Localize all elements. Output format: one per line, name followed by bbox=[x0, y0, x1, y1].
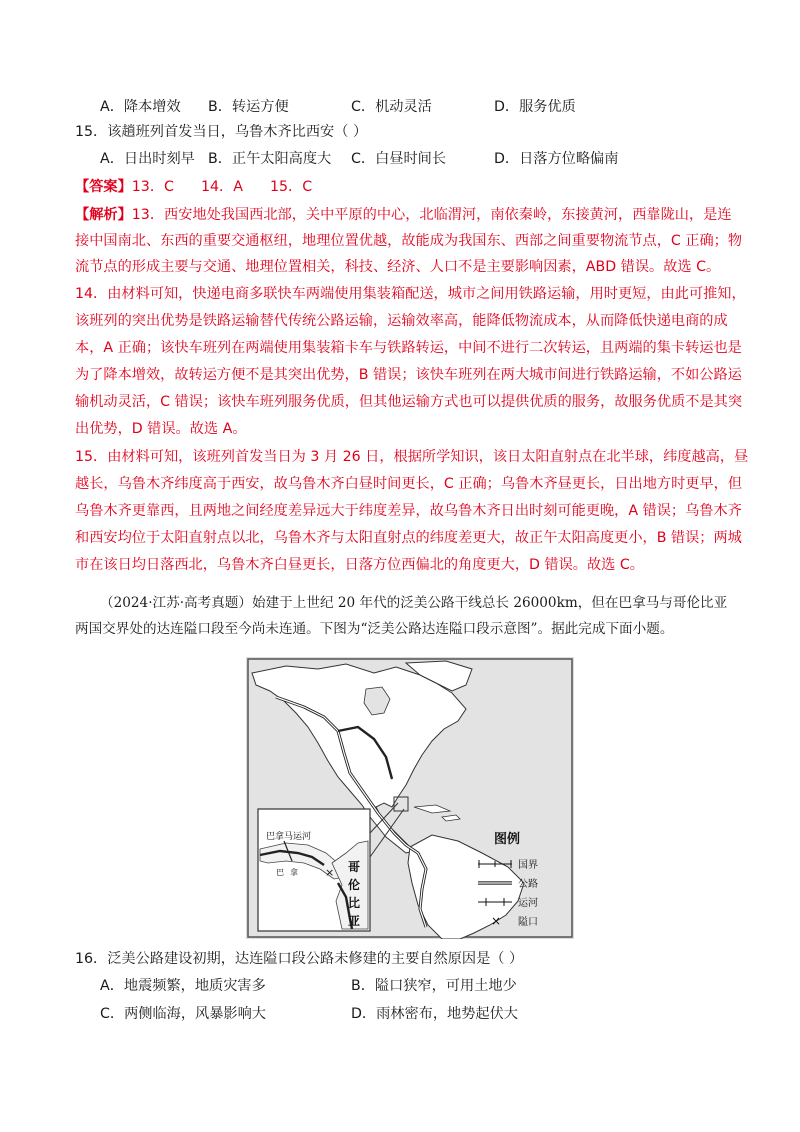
analysis-line-7: 为了降本增效，故转运方便不是其突出优势，B 错误；该快车班列在两大城市间进行铁路运输，不如公路运 bbox=[75, 367, 742, 383]
material-line-2: 两国交界处的达连隘口段至今尚未连通。下图为“泛美公路达连隘口段示意图”。据此完成下面小题。 bbox=[75, 621, 674, 637]
q16-option-a: A．地震频繁，地质灾害多 bbox=[100, 978, 266, 994]
analysis-line-3: 流节点的形成主要与交通、地理位置相关，科技、经济、人口不是主要影响因素，ABD 错误。故选 C。 bbox=[75, 259, 721, 275]
answer-tag: 【答案】 bbox=[75, 179, 132, 195]
analysis-line-6: 本，A 正确；该快车班列在两端使用集装箱卡车与铁路转运，中间不进行二次转运，且两端的集卡转运也是 bbox=[75, 340, 742, 356]
q16-stem: 16．泛美公路建设初期，达连隘口段公路未修建的主要自然原因是（ ） bbox=[75, 951, 524, 967]
q14-option-d: D．服务优质 bbox=[494, 99, 576, 115]
legend-border-label: 国界 bbox=[518, 860, 538, 871]
q16-option-b: B．隘口狭窄，可用土地少 bbox=[351, 978, 517, 994]
answer-line bbox=[75, 177, 312, 197]
analysis-line-8: 输机动灵活，C 错误；该快车班列服务优质，但其他运输方式也可以提供优质的服务，故服务优质不是其突 bbox=[75, 394, 743, 410]
analysis-tag: 【解析】 bbox=[75, 207, 132, 223]
q14-option-b: B．转运方便 bbox=[208, 99, 289, 115]
legend-pass-label: 隘口 bbox=[518, 917, 538, 928]
analysis-line-4: 14．由材料可知，快递电商多联快车两端使用集装箱配送，城市之间用铁路运输，用时更短，由此可推知， bbox=[75, 286, 746, 302]
inset-pass-marker: × bbox=[325, 866, 335, 879]
analysis-line-13: 和西安均位于太阳直射点以北，乌鲁木齐与太阳直射点的纬度差更大，故正午太阳高度更小，B 错误；两城 bbox=[75, 530, 742, 546]
q15-option-a: A．日出时刻早 bbox=[100, 151, 195, 167]
legend-title: 图例 bbox=[494, 832, 521, 847]
q15-option-d: D．日落方位略偏南 bbox=[494, 151, 619, 167]
answer-text: 13．C 14．A 15．C bbox=[131, 179, 313, 195]
q14-option-a: A．降本增效 bbox=[100, 99, 181, 115]
legend-road-label: 公路 bbox=[518, 879, 538, 890]
inset-country-char-2: 伦 bbox=[347, 878, 361, 892]
analysis-line-9: 出优势，D 错误。故选 A。 bbox=[75, 421, 247, 437]
q15-option-c: C．白昼时间长 bbox=[351, 151, 447, 167]
material-line-1: （2024·江苏·高考真题）始建于上世纪 20 年代的泛美公路干线总长 26000km，但在巴拿马与哥伦比亚 bbox=[100, 595, 728, 611]
analysis-line-5: 该班列的突出优势是铁路运输替代传统公路运输，运输效率高，能降低物流成本，从而降低快递电商的成 bbox=[75, 313, 728, 329]
analysis-line-11: 越长，乌鲁木齐纬度高于西安，故乌鲁木齐白昼时间更长，C 正确；乌鲁木齐昼更长，日出地方时更早，但 bbox=[75, 476, 743, 492]
inset-panama-label-1: 巴 bbox=[276, 868, 284, 877]
analysis-line-12: 乌鲁木齐更靠西，且两地之间经度差异远大于纬度差异，故乌鲁木齐日出时刻可能更晚，A 错误；乌鲁木齐 bbox=[75, 503, 742, 519]
inset-country-char-3: 比 bbox=[347, 896, 361, 910]
q16-option-c: C．两侧临海，风暴影响大 bbox=[100, 1006, 266, 1022]
q16-option-d: D．雨林密布，地势起伏大 bbox=[351, 1006, 518, 1022]
analysis-text: 13．西安地处我国西北部，关中平原的中心，北临渭河，南依秦岭，东接黄河，西靠陇山，是连 bbox=[131, 207, 732, 223]
legend-pass-symbol: × bbox=[491, 914, 502, 928]
inset-canal-label: 巴拿马运河 bbox=[266, 832, 312, 842]
inset-country-char-1: 哥 bbox=[347, 860, 361, 874]
analysis-line-10: 15．由材料可知，该班列首发当日为 3 月 26 日，根据所学知识，该日太阳直射点在北半球，纬度越高，昼 bbox=[75, 449, 749, 465]
inset-panama-label-2: 拿 bbox=[290, 868, 298, 877]
legend-canal-label: 运河 bbox=[518, 898, 538, 909]
pan-american-highway-map bbox=[246, 657, 574, 939]
analysis-line-2: 接中国南北、东西的重要交通枢纽，地理位置优越，故能成为我国东、西部之间重要物流节点，C 正确；物 bbox=[75, 233, 743, 249]
analysis-line-1 bbox=[75, 205, 732, 225]
analysis-line-14: 市在该日均日落西北，乌鲁木齐白昼更长，日落方位西偏北的角度更大，D 错误。故选 C。 bbox=[75, 557, 644, 573]
inset-country-char-4: 亚 bbox=[347, 914, 361, 928]
q14-option-c: C．机动灵活 bbox=[351, 99, 432, 115]
q15-stem: 15．该趟班列首发当日，乌鲁木齐比西安（ ） bbox=[75, 124, 368, 140]
q15-option-b: B．正午太阳高度大 bbox=[208, 151, 332, 167]
